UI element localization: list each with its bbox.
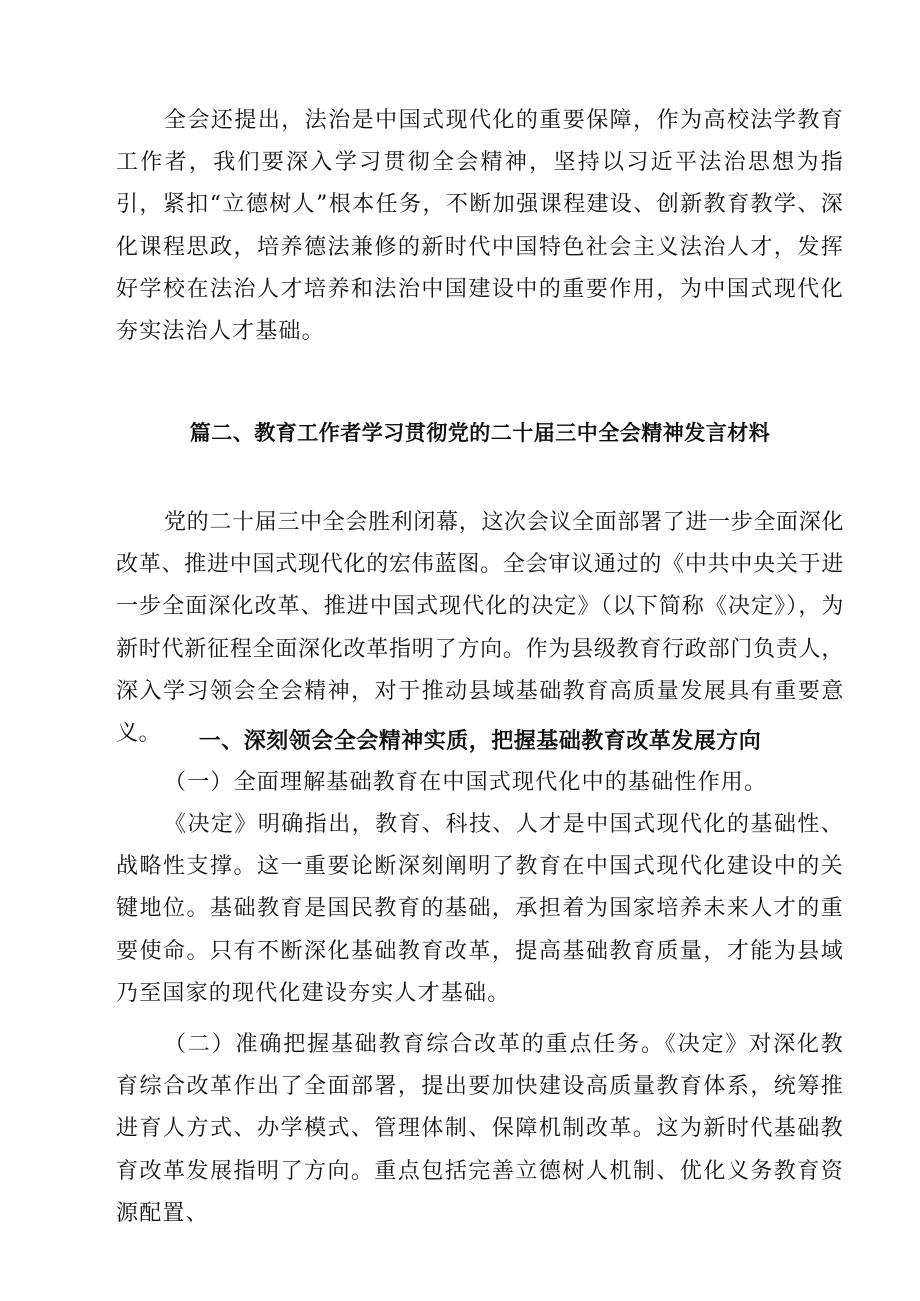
section-title: 篇二、教育工作者学习贯彻党的二十届三中全会精神发言材料 [189, 421, 771, 445]
subheading-paragraph: （一）全面理解基础教育在中国式现代化中的基础性作用。 [164, 770, 768, 795]
heading-level-1: 一、深刻领会全会精神实质，把握基础教育改革发展方向 [198, 729, 762, 754]
body-paragraph: 党的二十届三中全会胜利闭幕，这次会议全面部署了进一步全面深化改革、推进中国式现代化的宏伟蓝图。全会审议通过的《中共中央关于进一步全面深化改革、推进中国式现代化的决定》（以下简称《决定》），为新时代新征程全面深化改革指明了方向。作为县级教育行政部门负责人，深入学习领会全会精神，对于推动县域基础教育高质量发展具有重要意义。 [116, 510, 844, 747]
body-paragraph: 全会还提出，法治是中国式现代化的重要保障，作为高校法学教育工作者，我们要深入学习贯彻全会精神，坚持以习近平法治思想为指引，紧扣“立德树人”根本任务，不断加强课程建设、创新教育教学、深化课程思政，培养德法兼修的新时代中国特色社会主义法治人才，发挥好学校在法治人才培养和法治中国建设中的重要作用，为中国式现代化夯实法治人才基础。 [116, 108, 844, 345]
body-paragraph: 《决定》明确指出，教育、科技、人才是中国式现代化的基础性、战略性支撑。这一重要论断深刻阐明了教育在中国式现代化建设中的关键地位。基础教育是国民教育的基础，承担着为国家培养未来人才的重要使命。只有不断深化基础教育改革，提高基础教育质量，才能为县域乃至国家的现代化建设夯实人才基础。 [116, 812, 844, 1006]
body-paragraph: （二）准确把握基础教育综合改革的重点任务。《决定》对深化教育综合改革作出了全面部署，提出要加快建设高质量教育体系，统筹推进育人方式、办学模式、管理体制、保障机制改革。这为新时代基础教育改革发展指明了方向。重点包括完善立德树人机制、优化义务教育资源配置、 [116, 1032, 844, 1226]
